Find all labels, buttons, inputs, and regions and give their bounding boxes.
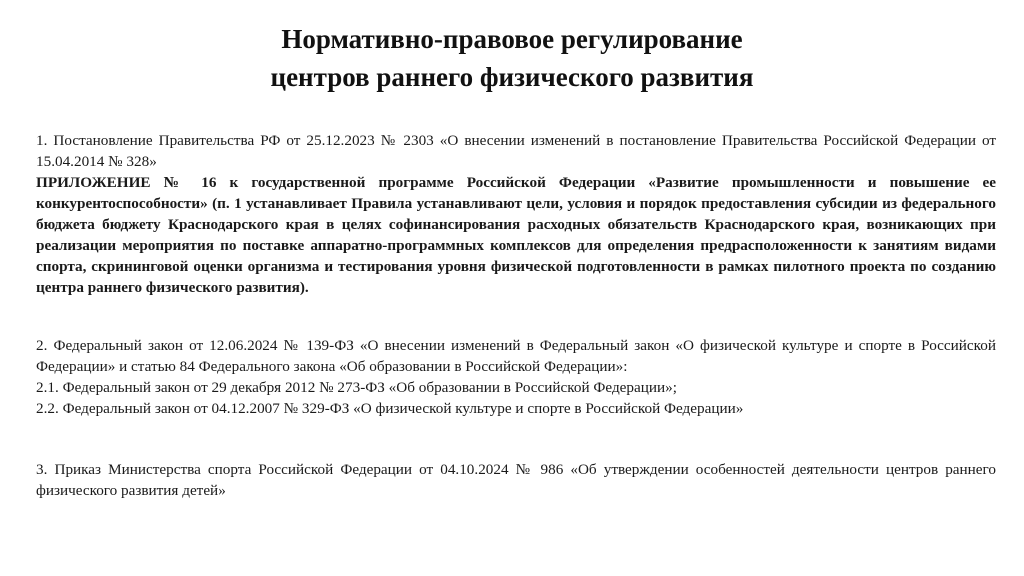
- section-1: [36, 130, 996, 298]
- section-2: [36, 335, 996, 419]
- page-title: [0, 20, 1024, 96]
- section-3-intro: 3. Приказ Министерства спорта Российской Федерации от 04.10.2024 № 986 «Об утверждении особенностей деятельности центров раннего физического развития детей»: [36, 461, 996, 499]
- section-1-appendix: ПРИЛОЖЕНИЕ № 16 к государственной программе Российской Федерации «Развитие промышленности и повышение ее конкурентоспособности» (п. 1 устанавливает Правила устанавливают цели, условия и порядок предоставления субсидии из федерального бюджета бюджету Краснодарского края в целях софинансирования расходных обязательств Краснодарского края, возникающих при реализации мероприятия по поставке аппаратно-программных комплексов для определения предрасположенности к занятиям видами спорта, скрининговой оценки организма и тестирования уровня физической подготовленности в рамках пилотного проекта по созданию центра раннего физического развития).: [36, 174, 996, 296]
- section-2-item-2: 2.2. Федеральный закон от 04.12.2007 № 329-ФЗ «О физической культуре и спорте в Российской Федерации»: [36, 400, 744, 417]
- section-2-intro: 2. Федеральный закон от 12.06.2024 № 139-ФЗ «О внесении изменений в Федеральный закон «О физической культуре и спорте в Российской Федерации» и статью 84 Федерального закона «Об образовании в Российской Федерации»:: [36, 337, 996, 375]
- section-3: [36, 459, 996, 501]
- page-title-line-2: центров раннего физического развития: [270, 62, 754, 92]
- page-title-line-1: Нормативно-правовое регулирование: [281, 24, 743, 54]
- section-2-item-1: 2.1. Федеральный закон от 29 декабря 2012 № 273-ФЗ «Об образовании в Российской Федерации»;: [36, 379, 677, 396]
- section-1-intro: 1. Постановление Правительства РФ от 25.12.2023 № 2303 «О внесении изменений в постановление Правительства Российской Федерации от 15.04.2014 № 328»: [36, 132, 996, 170]
